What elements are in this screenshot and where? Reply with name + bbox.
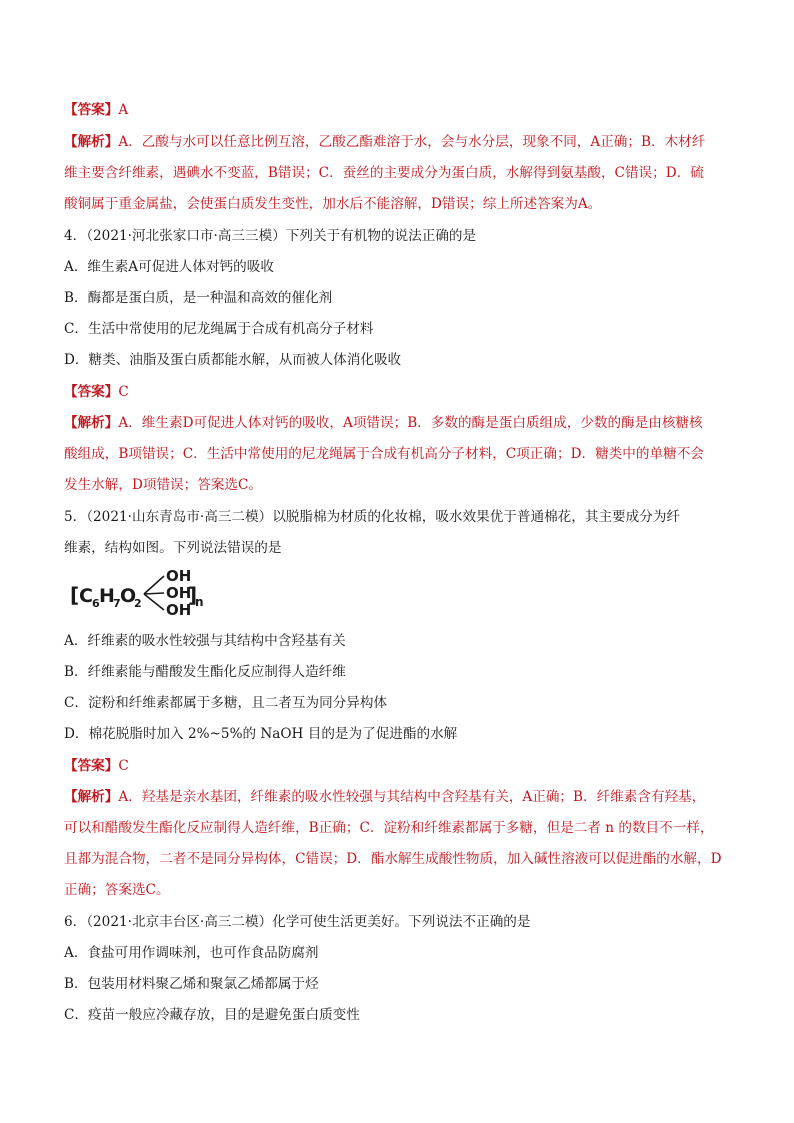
formula-oxygen-subscript: 2 (134, 597, 142, 610)
answer-value: A (118, 102, 129, 118)
formula-repeat-n: n (195, 595, 204, 609)
question-stem: 5．（2021·山东青岛市·高三二模）以脱脂棉为材质的化妆棉，吸水效果优于普通棉花，其主要成分为纤 (64, 509, 681, 525)
analysis-line (64, 787, 734, 807)
answer-line (64, 382, 734, 402)
bond-middle (144, 593, 164, 594)
analysis-text: 发生水解，D项错误；答案选C。 (64, 477, 263, 493)
option-b: B．包装用材料聚乙烯和聚氯乙烯都属于烃 (64, 976, 319, 992)
question-stem: 6．（2021·北京丰台区·高三二模）化学可使生活更美好。下列说法不正确的是 (64, 914, 531, 930)
analysis-text: 且都为混合物，二者不是同分异构体，C错误；D．酯水解生成酸性物质，加入碱性溶液可以促进酯的水解，D (64, 851, 722, 867)
option-a: A．食盐可用作调味剂，也可作食品防腐剂 (64, 945, 319, 961)
question-stem: 4．（2021·河北张家口市·高三三模）下列关于有机物的说法正确的是 (64, 228, 477, 244)
option-d: D．糖类、油脂及蛋白质都能水解，从而被人体消化吸收 (64, 352, 402, 368)
analysis-text: 酸组成，B项错误；C．生活中常使用的尼龙绳属于合成有机高分子材料，C项正确；D．糖类中的单糖不会 (64, 446, 704, 462)
question-stem: 维素，结构如图。下列说法错误的是 (64, 540, 282, 556)
answer-line (64, 756, 734, 776)
option-c: C．生活中常使用的尼龙绳属于合成有机高分子材料 (64, 321, 374, 337)
answer-tag: 【答案】 (64, 384, 119, 400)
formula-carbon-subscript: 6 (92, 597, 100, 610)
formula-hydrogen-subscript: 7 (113, 597, 121, 610)
analysis-text: A．羟基是亲水基团，纤维素的吸水性较强与其结构中含羟基有关，A正确；B．纤维素含有羟基， (118, 789, 706, 805)
option-a: A．纤维素的吸水性较强与其结构中含羟基有关 (64, 633, 346, 649)
analysis-text: 可以和醋酸发生酯化反应制得人造纤维，B正确；C．淀粉和纤维素都属于多糖，但是二者 n 的数目不一样， (64, 820, 714, 836)
formula-oxygen: O (120, 585, 137, 607)
option-a: A．维生素A可促进人体对钙的吸收 (64, 259, 274, 275)
answer-tag: 【答案】 (64, 102, 119, 118)
formula-hydrogen: H (99, 585, 115, 607)
analysis-line (64, 413, 734, 433)
answer-value: C (118, 384, 129, 400)
analysis-text: 酸铜属于重金属盐，会使蛋白质发生变性，加水后不能溶解，D错误；综上所述答案为A。 (64, 196, 602, 212)
formula-hydroxyl-middle: OH (166, 584, 192, 602)
formula-carbon: C (79, 585, 93, 607)
analysis-tag: 【解析】 (64, 134, 119, 150)
bond-bottom (144, 594, 164, 610)
formula-bracket-open: [ (70, 583, 80, 607)
analysis-text: A．维生素D可促进人体对钙的吸收，A项错误；B．多数的酶是蛋白质组成，少数的酶是由核糖核 (118, 415, 703, 431)
answer-value: C (118, 758, 129, 774)
option-c: C．淀粉和纤维素都属于多糖，且二者互为同分异构体 (64, 695, 388, 711)
formula-bonds (144, 576, 164, 610)
option-c: C．疫苗一般应冷藏存放，目的是避免蛋白质变性 (64, 1007, 360, 1023)
analysis-text: 正确；答案选C。 (64, 882, 170, 898)
formula-hydroxyl-top: OH (166, 567, 192, 585)
option-d: D．棉花脱脂时加入 2%~5%的 NaOH 目的是为了促进酯的水解 (64, 726, 458, 742)
option-b: B．酶都是蛋白质，是一种温和高效的催化剂 (64, 290, 333, 306)
analysis-line (64, 132, 734, 152)
bond-top (144, 576, 164, 594)
cellulose-structure-formula (70, 566, 210, 620)
analysis-text: 维主要含纤维素，遇碘水不变蓝，B错误；C．蚕丝的主要成分为蛋白质，水解得到氨基酸，C错误；D．硫 (64, 165, 704, 181)
answer-tag: 【答案】 (64, 758, 119, 774)
option-b: B．纤维素能与醋酸发生酯化反应制得人造纤维 (64, 664, 346, 680)
answer-line (64, 100, 734, 120)
formula-bracket-close: ] (188, 583, 198, 607)
analysis-tag: 【解析】 (64, 789, 119, 805)
analysis-tag: 【解析】 (64, 415, 119, 431)
formula-hydroxyl-bottom: OH (166, 601, 192, 619)
analysis-text: A．乙酸与水可以任意比例互溶，乙酸乙酯难溶于水，会与水分层，现象不同，A正确；B．木材纤 (118, 134, 706, 150)
